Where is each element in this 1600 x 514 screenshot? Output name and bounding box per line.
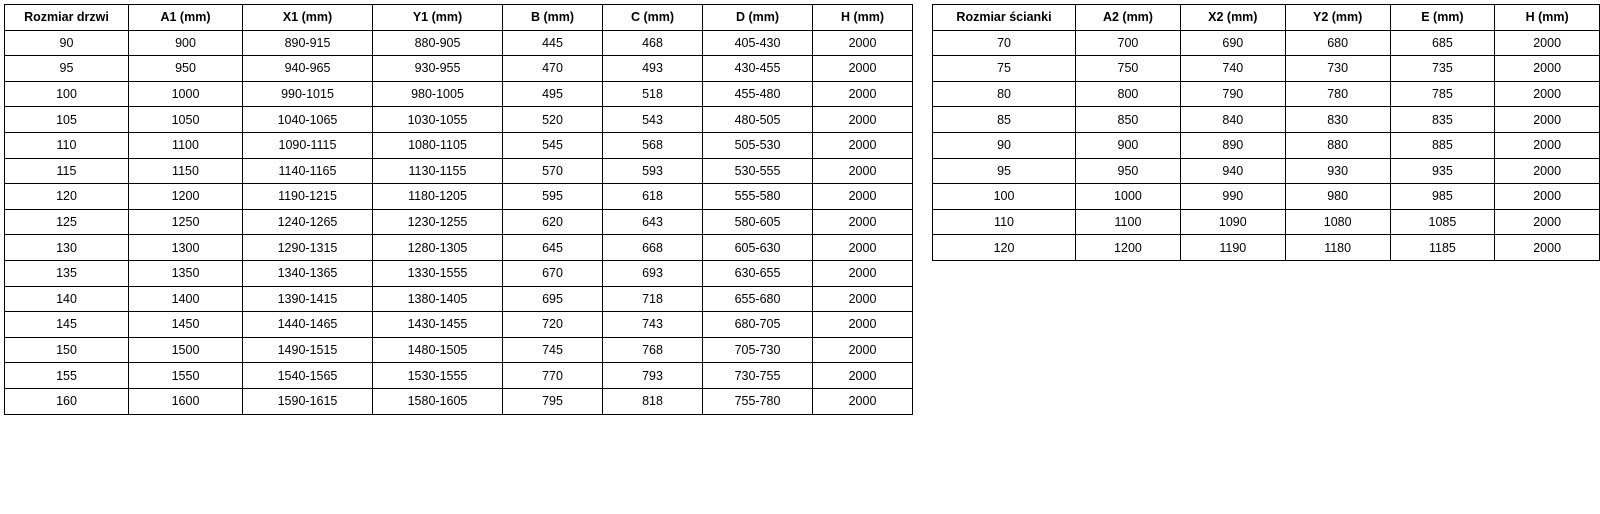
cell: 1185	[1390, 235, 1495, 261]
table-header-row	[933, 5, 1600, 31]
column-header-x1: X1 (mm)	[243, 5, 373, 31]
cell: 1180-1205	[373, 184, 503, 210]
cell: 768	[603, 337, 703, 363]
cell: 850	[1076, 107, 1181, 133]
table-row	[5, 107, 913, 133]
cell: 1180	[1285, 235, 1390, 261]
cell: 545	[503, 132, 603, 158]
cell: 795	[503, 388, 603, 414]
cell: 110	[5, 132, 129, 158]
table-row	[5, 158, 913, 184]
table-row	[5, 363, 913, 389]
column-header-rozmiar-drzwi: Rozmiar drzwi	[5, 5, 129, 31]
column-header-h: H (mm)	[1495, 5, 1600, 31]
table-row	[5, 388, 913, 414]
cell: 1040-1065	[243, 107, 373, 133]
cell: 790	[1180, 81, 1285, 107]
cell: 780	[1285, 81, 1390, 107]
column-header-h: H (mm)	[813, 5, 913, 31]
cell: 1085	[1390, 209, 1495, 235]
cell: 1150	[129, 158, 243, 184]
cell: 480-505	[703, 107, 813, 133]
cell: 1440-1465	[243, 312, 373, 338]
cell: 555-580	[703, 184, 813, 210]
cell: 1430-1455	[373, 312, 503, 338]
table-row	[5, 184, 913, 210]
cell: 1000	[129, 81, 243, 107]
cell: 1190-1215	[243, 184, 373, 210]
column-header-a2: A2 (mm)	[1076, 5, 1181, 31]
cell: 1450	[129, 312, 243, 338]
cell: 1250	[129, 209, 243, 235]
cell: 935	[1390, 158, 1495, 184]
cell: 950	[1076, 158, 1181, 184]
cell: 1580-1605	[373, 388, 503, 414]
cell: 940	[1180, 158, 1285, 184]
doors-table-body	[5, 30, 913, 414]
cell: 455-480	[703, 81, 813, 107]
cell: 1600	[129, 388, 243, 414]
cell: 618	[603, 184, 703, 210]
cell: 95	[933, 158, 1076, 184]
cell: 1190	[1180, 235, 1285, 261]
cell: 900	[129, 30, 243, 56]
cell: 1080-1105	[373, 132, 503, 158]
cell: 570	[503, 158, 603, 184]
cell: 100	[5, 81, 129, 107]
table-row	[5, 312, 913, 338]
cell: 890-915	[243, 30, 373, 56]
cell: 630-655	[703, 260, 813, 286]
cell: 990-1015	[243, 81, 373, 107]
cell: 120	[5, 184, 129, 210]
table-row	[5, 81, 913, 107]
table-row	[5, 286, 913, 312]
cell: 1090-1115	[243, 132, 373, 158]
cell: 950	[129, 56, 243, 82]
cell: 2000	[1495, 158, 1600, 184]
cell: 120	[933, 235, 1076, 261]
column-header-x2: X2 (mm)	[1180, 5, 1285, 31]
cell: 930-955	[373, 56, 503, 82]
cell: 1530-1555	[373, 363, 503, 389]
cell: 2000	[813, 30, 913, 56]
cell: 1200	[1076, 235, 1181, 261]
cell: 75	[933, 56, 1076, 82]
table-row	[5, 132, 913, 158]
table-row	[933, 56, 1600, 82]
cell: 885	[1390, 132, 1495, 158]
cell: 135	[5, 260, 129, 286]
cell: 695	[503, 286, 603, 312]
doors-table-header	[5, 5, 913, 31]
table-row	[933, 209, 1600, 235]
cell: 505-530	[703, 132, 813, 158]
cell: 1490-1515	[243, 337, 373, 363]
cell: 493	[603, 56, 703, 82]
cell: 990	[1180, 184, 1285, 210]
cell: 2000	[813, 312, 913, 338]
cell: 2000	[1495, 56, 1600, 82]
cell: 1330-1555	[373, 260, 503, 286]
cell: 145	[5, 312, 129, 338]
cell: 1480-1505	[373, 337, 503, 363]
cell: 880-905	[373, 30, 503, 56]
cell: 90	[933, 132, 1076, 158]
cell: 1230-1255	[373, 209, 503, 235]
cell: 593	[603, 158, 703, 184]
table-row	[933, 184, 1600, 210]
cell: 1350	[129, 260, 243, 286]
cell: 495	[503, 81, 603, 107]
column-header-e: E (mm)	[1390, 5, 1495, 31]
cell: 745	[503, 337, 603, 363]
cell: 980	[1285, 184, 1390, 210]
cell: 2000	[1495, 209, 1600, 235]
cell: 890	[1180, 132, 1285, 158]
cell: 470	[503, 56, 603, 82]
table-row	[5, 30, 913, 56]
doors-specification-table	[4, 4, 913, 415]
walls-table-body	[933, 30, 1600, 260]
cell: 1380-1405	[373, 286, 503, 312]
cell: 2000	[1495, 81, 1600, 107]
cell: 655-680	[703, 286, 813, 312]
cell: 2000	[813, 286, 913, 312]
cell: 125	[5, 209, 129, 235]
cell: 1200	[129, 184, 243, 210]
column-header-b: B (mm)	[503, 5, 603, 31]
cell: 2000	[813, 158, 913, 184]
cell: 2000	[813, 56, 913, 82]
table-row	[933, 132, 1600, 158]
cell: 930	[1285, 158, 1390, 184]
cell: 793	[603, 363, 703, 389]
doors-table-container	[4, 4, 913, 415]
cell: 730	[1285, 56, 1390, 82]
cell: 1100	[129, 132, 243, 158]
column-header-a1: A1 (mm)	[129, 5, 243, 31]
cell: 900	[1076, 132, 1181, 158]
table-row	[5, 235, 913, 261]
cell: 2000	[813, 260, 913, 286]
cell: 520	[503, 107, 603, 133]
table-header-row	[5, 5, 913, 31]
cell: 718	[603, 286, 703, 312]
cell: 430-455	[703, 56, 813, 82]
cell: 2000	[1495, 132, 1600, 158]
cell: 1030-1055	[373, 107, 503, 133]
cell: 693	[603, 260, 703, 286]
column-header-rozmiar-scianki: Rozmiar ścianki	[933, 5, 1076, 31]
table-row	[933, 235, 1600, 261]
cell: 2000	[813, 337, 913, 363]
cell: 2000	[1495, 30, 1600, 56]
cell: 645	[503, 235, 603, 261]
table-row	[933, 81, 1600, 107]
cell: 2000	[813, 363, 913, 389]
cell: 80	[933, 81, 1076, 107]
cell: 105	[5, 107, 129, 133]
cell: 1100	[1076, 209, 1181, 235]
cell: 985	[1390, 184, 1495, 210]
cell: 680	[1285, 30, 1390, 56]
cell: 620	[503, 209, 603, 235]
cell: 743	[603, 312, 703, 338]
cell: 100	[933, 184, 1076, 210]
cell: 530-555	[703, 158, 813, 184]
cell: 115	[5, 158, 129, 184]
cell: 1080	[1285, 209, 1390, 235]
cell: 705-730	[703, 337, 813, 363]
column-header-y1: Y1 (mm)	[373, 5, 503, 31]
cell: 1300	[129, 235, 243, 261]
cell: 1590-1615	[243, 388, 373, 414]
cell: 1140-1165	[243, 158, 373, 184]
cell: 735	[1390, 56, 1495, 82]
walls-specification-table	[932, 4, 1600, 261]
cell: 668	[603, 235, 703, 261]
table-row	[933, 30, 1600, 56]
cell: 1340-1365	[243, 260, 373, 286]
walls-table-container	[932, 4, 1600, 261]
table-row	[5, 260, 913, 286]
cell: 2000	[813, 107, 913, 133]
cell: 1540-1565	[243, 363, 373, 389]
cell: 150	[5, 337, 129, 363]
table-row	[933, 158, 1600, 184]
cell: 1000	[1076, 184, 1181, 210]
cell: 785	[1390, 81, 1495, 107]
cell: 1090	[1180, 209, 1285, 235]
cell: 818	[603, 388, 703, 414]
cell: 2000	[813, 209, 913, 235]
cell: 800	[1076, 81, 1181, 107]
table-row	[933, 107, 1600, 133]
cell: 160	[5, 388, 129, 414]
cell: 690	[1180, 30, 1285, 56]
cell: 445	[503, 30, 603, 56]
cell: 680-705	[703, 312, 813, 338]
cell: 720	[503, 312, 603, 338]
cell: 2000	[813, 184, 913, 210]
cell: 643	[603, 209, 703, 235]
cell: 2000	[813, 235, 913, 261]
cell: 90	[5, 30, 129, 56]
cell: 405-430	[703, 30, 813, 56]
cell: 595	[503, 184, 603, 210]
cell: 468	[603, 30, 703, 56]
cell: 685	[1390, 30, 1495, 56]
cell: 980-1005	[373, 81, 503, 107]
cell: 880	[1285, 132, 1390, 158]
cell: 2000	[1495, 107, 1600, 133]
cell: 2000	[813, 388, 913, 414]
table-row	[5, 337, 913, 363]
cell: 1050	[129, 107, 243, 133]
cell: 755-780	[703, 388, 813, 414]
cell: 518	[603, 81, 703, 107]
cell: 85	[933, 107, 1076, 133]
cell: 1290-1315	[243, 235, 373, 261]
column-header-d: D (mm)	[703, 5, 813, 31]
cell: 2000	[813, 132, 913, 158]
cell: 830	[1285, 107, 1390, 133]
cell: 1240-1265	[243, 209, 373, 235]
cell: 670	[503, 260, 603, 286]
cell: 835	[1390, 107, 1495, 133]
cell: 2000	[813, 81, 913, 107]
column-header-y2: Y2 (mm)	[1285, 5, 1390, 31]
cell: 2000	[1495, 184, 1600, 210]
column-header-c: C (mm)	[603, 5, 703, 31]
cell: 140	[5, 286, 129, 312]
cell: 700	[1076, 30, 1181, 56]
cell: 543	[603, 107, 703, 133]
cell: 730-755	[703, 363, 813, 389]
cell: 940-965	[243, 56, 373, 82]
cell: 605-630	[703, 235, 813, 261]
cell: 580-605	[703, 209, 813, 235]
cell: 2000	[1495, 235, 1600, 261]
cell: 70	[933, 30, 1076, 56]
cell: 1130-1155	[373, 158, 503, 184]
cell: 770	[503, 363, 603, 389]
cell: 840	[1180, 107, 1285, 133]
cell: 1550	[129, 363, 243, 389]
walls-table-header	[933, 5, 1600, 31]
cell: 568	[603, 132, 703, 158]
table-row	[5, 56, 913, 82]
cell: 1400	[129, 286, 243, 312]
cell: 155	[5, 363, 129, 389]
cell: 130	[5, 235, 129, 261]
cell: 1390-1415	[243, 286, 373, 312]
cell: 750	[1076, 56, 1181, 82]
cell: 1500	[129, 337, 243, 363]
cell: 95	[5, 56, 129, 82]
cell: 110	[933, 209, 1076, 235]
table-row	[5, 209, 913, 235]
cell: 740	[1180, 56, 1285, 82]
cell: 1280-1305	[373, 235, 503, 261]
